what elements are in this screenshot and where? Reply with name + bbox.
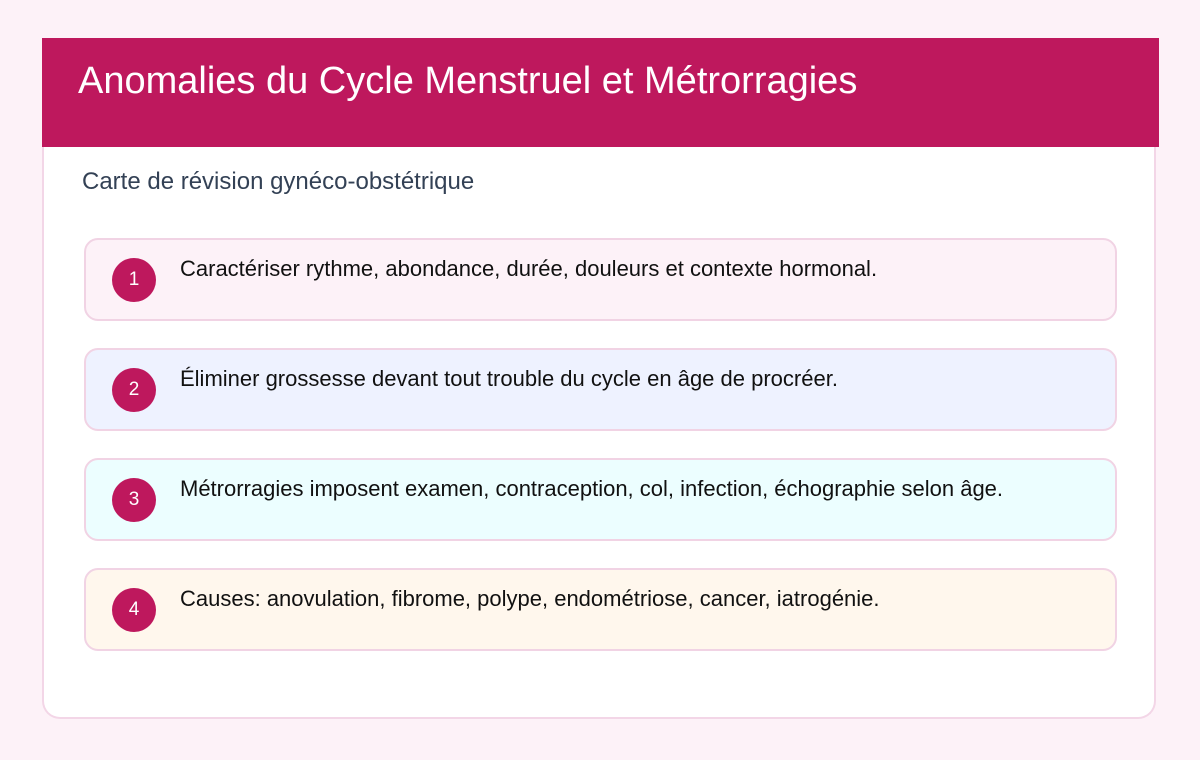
step-number-badge: 1 <box>112 258 156 302</box>
step-item-1 <box>84 238 1117 321</box>
step-text: Causes: anovulation, fibrome, polype, endométriose, cancer, iatrogénie. <box>180 586 880 611</box>
step-item-4 <box>84 568 1117 651</box>
card-header <box>42 38 1159 147</box>
step-number-badge: 2 <box>112 368 156 412</box>
step-number-badge: 4 <box>112 588 156 632</box>
step-item-2 <box>84 348 1117 431</box>
step-number-badge: 3 <box>112 478 156 522</box>
step-text: Éliminer grossesse devant tout trouble du cycle en âge de procréer. <box>180 366 838 391</box>
page-title: Anomalies du Cycle Menstruel et Métrorragies <box>78 60 858 102</box>
step-text: Métrorragies imposent examen, contraception, col, infection, échographie selon âge. <box>180 476 1004 501</box>
step-text: Caractériser rythme, abondance, durée, douleurs et contexte hormonal. <box>180 256 878 281</box>
card-subtitle: Carte de révision gynéco-obstétrique <box>82 168 475 195</box>
steps-list <box>84 238 1117 678</box>
step-item-3 <box>84 458 1117 541</box>
